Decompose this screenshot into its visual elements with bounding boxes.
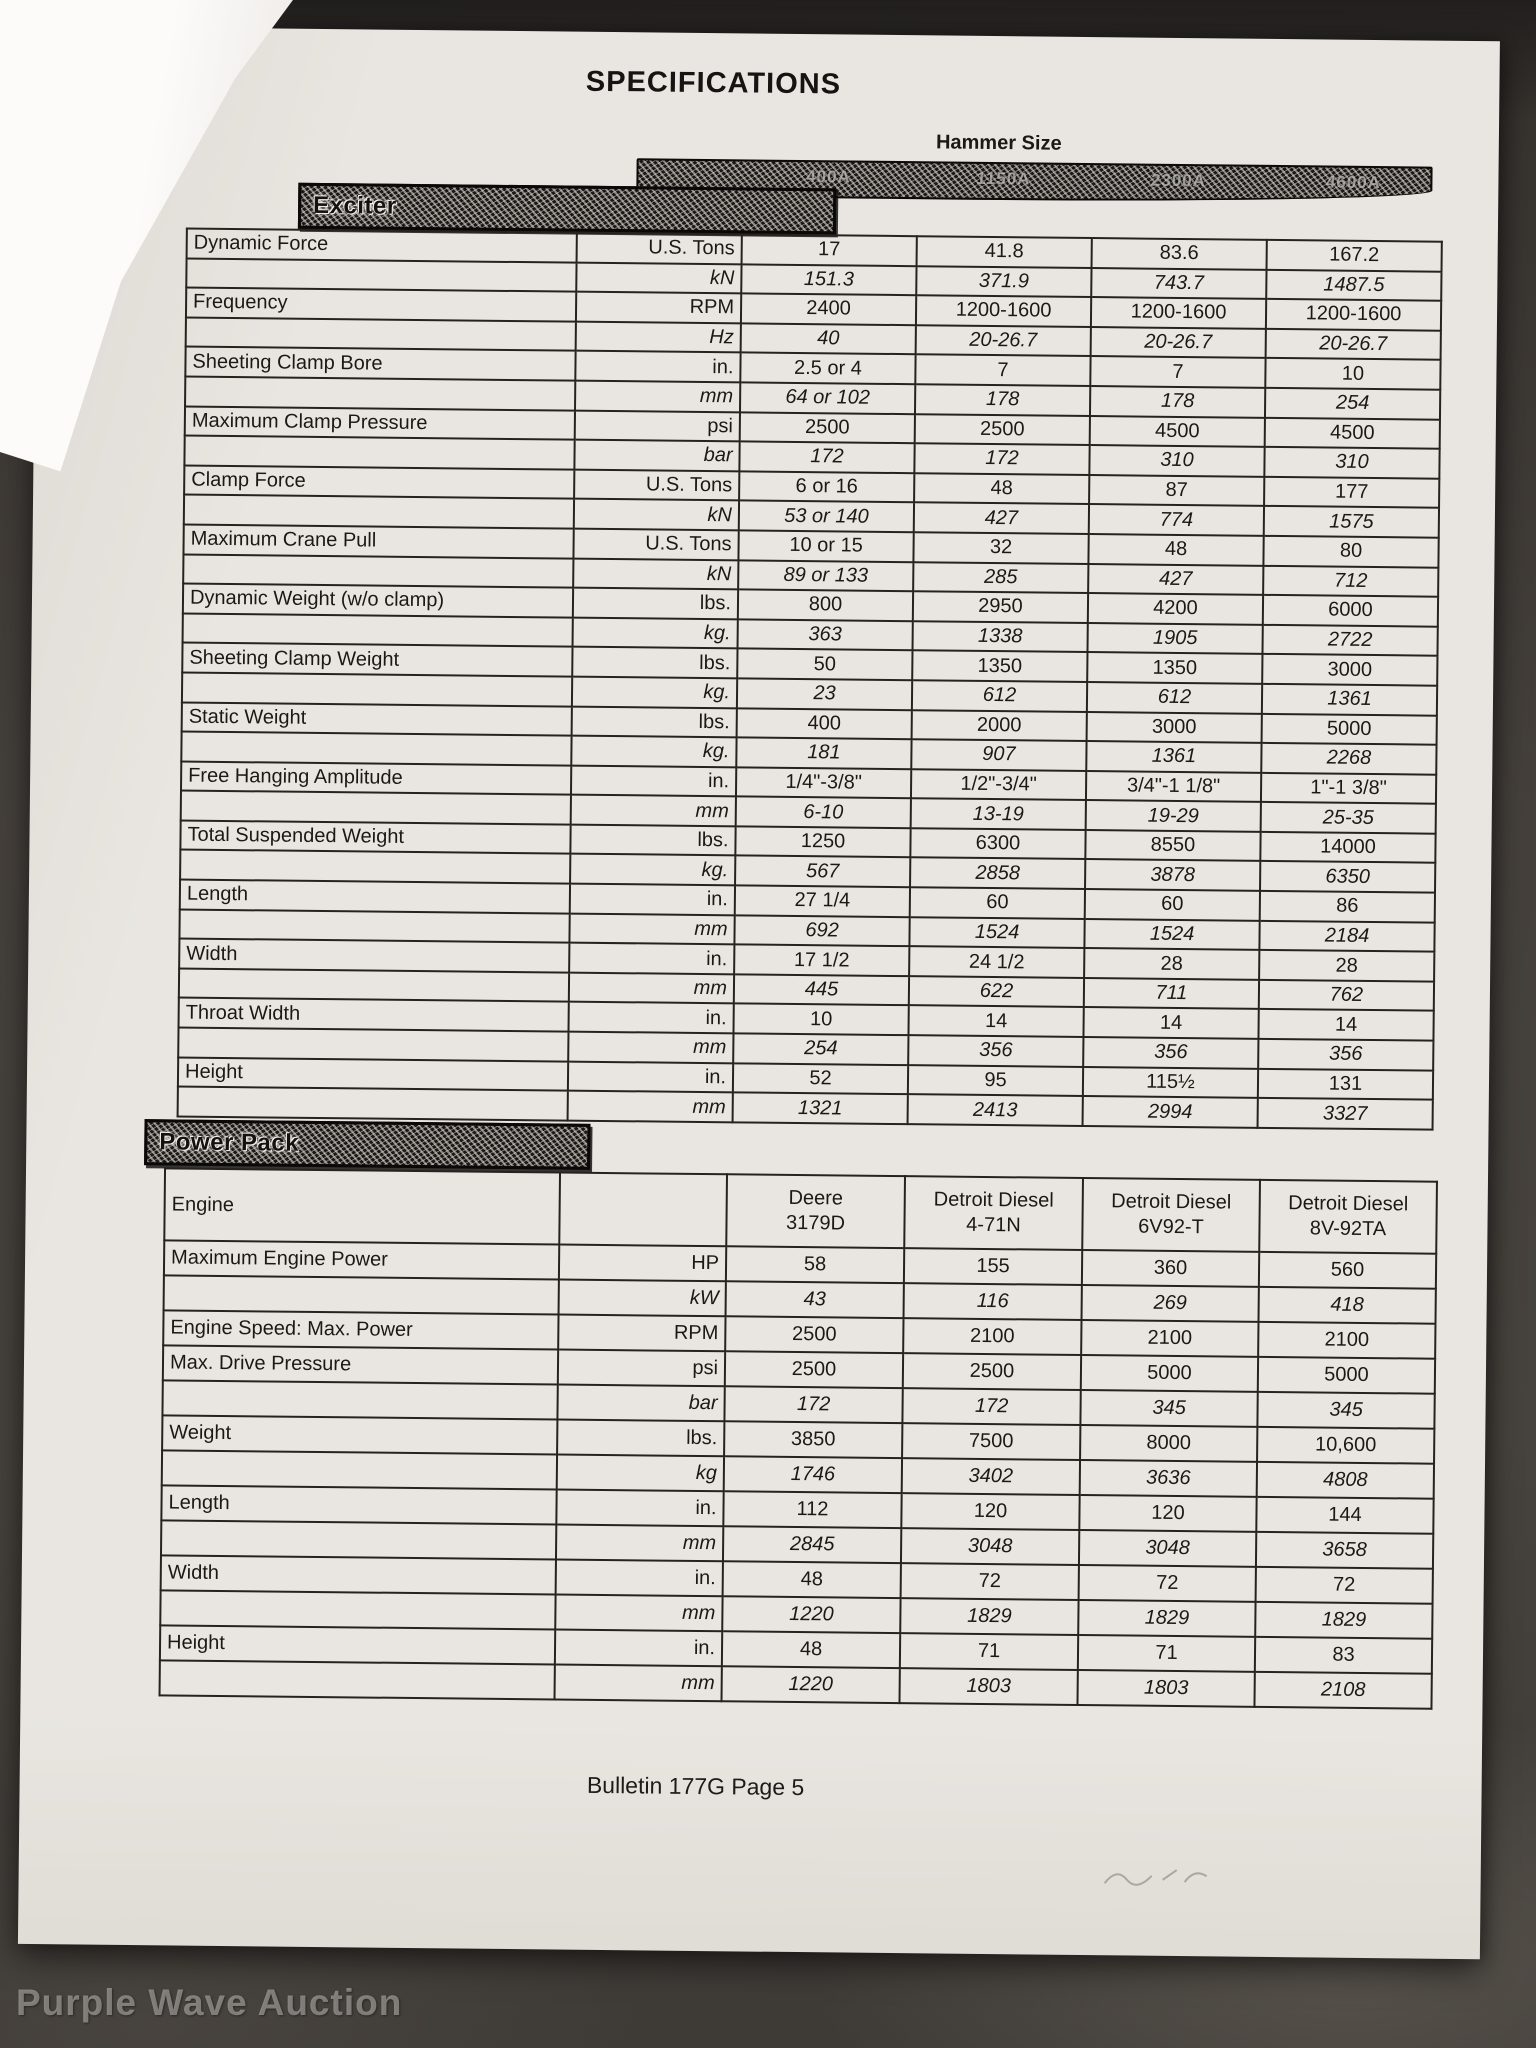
row-label: Dynamic Force <box>187 229 577 263</box>
spec-value-cell: 120 <box>901 1493 1079 1530</box>
spec-value-cell: 80 <box>1263 536 1438 567</box>
row-unit: mm <box>555 1665 722 1702</box>
power-pack-row <box>164 1168 1437 1253</box>
spec-value-cell: 3658 <box>1256 1532 1433 1569</box>
exciter-spec-table <box>177 228 1443 1131</box>
row-label: Frequency <box>186 288 576 322</box>
page-footer: Bulletin 177G Page 5 <box>586 1771 805 1801</box>
spec-value-cell: 3048 <box>901 1528 1079 1565</box>
spec-value-cell: 48 <box>914 473 1089 504</box>
spec-value-cell: 363 <box>738 619 913 650</box>
row-label: Weight <box>162 1415 557 1454</box>
spec-value-cell: 2858 <box>910 858 1085 889</box>
spec-value-cell: 7500 <box>902 1423 1080 1460</box>
spec-value-cell: 7 <box>1090 356 1265 387</box>
spec-value-cell: 3878 <box>1085 859 1260 890</box>
spec-value-cell: 3402 <box>902 1458 1080 1495</box>
row-unit: psi <box>558 1350 725 1387</box>
engine-name-line: 6V92-T <box>1138 1215 1204 1239</box>
row-label <box>160 1590 555 1629</box>
spec-value-cell: 2994 <box>1083 1096 1258 1127</box>
hammer-size-label: 1150A <box>975 168 1032 189</box>
spec-value-cell <box>1082 1178 1260 1252</box>
row-unit: Hz <box>576 321 741 352</box>
spec-value-cell: 17 1/2 <box>734 945 909 976</box>
spec-value-cell: 1200-1600 <box>1091 297 1266 328</box>
spec-value-cell: 567 <box>735 856 910 887</box>
row-unit: in. <box>556 1560 723 1597</box>
spec-value-cell: 1524 <box>909 917 1084 948</box>
row-unit: mm <box>569 972 734 1003</box>
row-label: Clamp Force <box>184 465 574 499</box>
spec-value-cell: 8550 <box>1085 830 1260 861</box>
row-unit: RPM <box>558 1315 725 1352</box>
row-label <box>179 968 569 1002</box>
spec-value-cell: 2500 <box>725 1316 903 1353</box>
spec-value-cell: 72 <box>1256 1567 1433 1604</box>
row-label: Length <box>180 880 570 914</box>
spec-value-cell: 2845 <box>723 1526 901 1563</box>
spec-value-cell: 14 <box>1083 1007 1258 1038</box>
row-unit: kW <box>559 1280 726 1317</box>
spec-value-cell: 13-19 <box>911 798 1086 829</box>
row-label: Width <box>179 939 569 973</box>
spec-value-cell: 40 <box>741 323 916 354</box>
hammer-size-label: 2300A <box>1150 170 1207 191</box>
spec-value-cell: 60 <box>1085 889 1260 920</box>
row-unit: kg. <box>571 736 736 767</box>
spec-value-cell: 53 or 140 <box>739 501 914 532</box>
spec-value-cell: 1"-1 3/8" <box>1261 773 1436 804</box>
spec-sheet-page <box>18 26 1500 1959</box>
spec-value-cell: 6 or 16 <box>739 471 914 502</box>
row-unit: in. <box>568 1061 733 1092</box>
spec-value-cell: 43 <box>726 1281 904 1318</box>
spec-value-cell: 10,600 <box>1257 1427 1434 1464</box>
row-label <box>184 436 574 470</box>
row-unit: kN <box>573 558 738 589</box>
spec-value-cell: 2500 <box>903 1353 1081 1390</box>
row-label <box>183 554 573 588</box>
spec-value-cell: 360 <box>1082 1250 1259 1287</box>
row-unit: mm <box>555 1595 722 1632</box>
spec-value-cell: 28 <box>1084 948 1259 979</box>
spec-value-cell: 1803 <box>899 1668 1077 1705</box>
row-label <box>182 672 572 706</box>
row-label: Free Hanging Amplitude <box>181 761 571 795</box>
spec-value-cell: 1200-1600 <box>916 295 1091 326</box>
spec-value-cell: 711 <box>1084 978 1259 1009</box>
row-label <box>178 1087 568 1121</box>
spec-value-cell: 907 <box>911 739 1086 770</box>
spec-value-cell: 612 <box>1087 682 1262 713</box>
row-unit: mm <box>568 1032 733 1063</box>
spec-value-cell: 181 <box>736 737 911 768</box>
spec-value-cell: 3636 <box>1080 1460 1257 1497</box>
spec-value-cell: 25-35 <box>1261 802 1436 833</box>
spec-value-cell: 1905 <box>1087 623 1262 654</box>
spec-value-cell: 83.6 <box>1092 238 1267 269</box>
spec-value-cell: 2413 <box>908 1094 1083 1125</box>
spec-value-cell: 60 <box>910 887 1085 918</box>
spec-value-cell: 2500 <box>915 414 1090 445</box>
row-label: Sheeting Clamp Bore <box>185 347 575 381</box>
spec-value-cell: 622 <box>909 976 1084 1007</box>
spec-value-cell: 445 <box>734 974 909 1005</box>
spec-value-cell: 762 <box>1259 980 1434 1011</box>
spec-value-cell: 3/4"-1 1/8" <box>1086 771 1261 802</box>
spec-value-cell: 356 <box>1258 1039 1433 1070</box>
engine-name-line: Detroit Diesel <box>1288 1192 1409 1216</box>
spec-value-cell: 2500 <box>725 1351 903 1388</box>
spec-value-cell: 1200-1600 <box>1266 299 1441 330</box>
spec-value-cell: 356 <box>908 1035 1083 1066</box>
spec-value-cell: 167.2 <box>1267 240 1442 271</box>
spec-value-cell: 1250 <box>735 826 910 857</box>
spec-value-cell: 6-10 <box>736 797 911 828</box>
spec-value-cell: 2500 <box>740 412 915 443</box>
spec-value-cell <box>904 1176 1083 1250</box>
hammer-size-label: 400A <box>805 167 852 187</box>
spec-value-cell: 116 <box>904 1283 1082 1320</box>
row-unit: lbs. <box>572 706 737 737</box>
watermark: Purple Wave Auction <box>16 1982 403 2023</box>
spec-value-cell: 20-26.7 <box>916 325 1091 356</box>
spec-value-cell: 345 <box>1080 1390 1257 1427</box>
spec-value-cell: 2722 <box>1262 625 1437 656</box>
row-label <box>186 258 576 292</box>
spec-value-cell: 32 <box>913 532 1088 563</box>
spec-value-cell: 2.5 or 4 <box>740 353 915 384</box>
spec-value-cell: 120 <box>1079 1495 1256 1532</box>
row-unit: mm <box>568 1091 733 1122</box>
spec-value-cell: 24 1/2 <box>909 946 1084 977</box>
spec-value-cell: 48 <box>1088 534 1263 565</box>
section-header-exciter <box>298 183 836 235</box>
spec-value-cell: 172 <box>914 443 1089 474</box>
spec-value-cell: 1575 <box>1264 506 1439 537</box>
spec-value-cell: 8000 <box>1080 1425 1257 1462</box>
row-unit: bar <box>557 1385 724 1422</box>
row-label: Total Suspended Weight <box>180 820 570 854</box>
row-unit: mm <box>556 1525 723 1562</box>
engine-name-line: Detroit Diesel <box>1111 1190 1232 1214</box>
spec-value-cell: 172 <box>902 1388 1080 1425</box>
spec-value-cell: 172 <box>724 1386 902 1423</box>
row-unit: in. <box>569 943 734 974</box>
spec-value-cell: 1746 <box>724 1456 902 1493</box>
spec-value-cell: 14 <box>908 1006 1083 1037</box>
row-label <box>185 377 575 411</box>
spec-value-cell: 310 <box>1264 447 1439 478</box>
row-unit: mm <box>575 381 740 412</box>
row-label: Throat Width <box>179 998 569 1032</box>
spec-value-cell: 310 <box>1089 445 1264 476</box>
spec-value-cell: 427 <box>1088 564 1263 595</box>
spec-value-cell: 4808 <box>1257 1462 1434 1499</box>
spec-value-cell: 172 <box>739 442 914 473</box>
spec-value-cell: 115½ <box>1083 1067 1258 1098</box>
spec-value-cell: 1829 <box>900 1598 1078 1635</box>
page-title: SPECIFICATIONS <box>585 65 842 101</box>
spec-value-cell: 612 <box>912 680 1087 711</box>
row-label <box>178 1028 568 1062</box>
row-unit: kg. <box>573 617 738 648</box>
row-unit: kN <box>576 262 741 293</box>
spec-value-cell: 58 <box>726 1246 904 1283</box>
row-label <box>183 613 573 647</box>
spec-value-cell: 178 <box>1090 386 1265 417</box>
spec-value-cell: 6000 <box>1263 595 1438 626</box>
spec-value-cell: 112 <box>723 1491 901 1528</box>
spec-value-cell: 177 <box>1264 477 1439 508</box>
hammer-size-label: 4600A <box>1325 172 1382 193</box>
spec-value-cell: 1/4"-3/8" <box>736 767 911 798</box>
spec-value-cell: 28 <box>1259 950 1434 981</box>
row-label: Maximum Engine Power <box>164 1240 559 1279</box>
spec-value-cell: 48 <box>722 1631 900 1668</box>
spec-value-cell: 2108 <box>1254 1672 1431 1709</box>
spec-value-cell: 1829 <box>1078 1600 1255 1637</box>
spec-value-cell: 20-26.7 <box>1091 327 1266 358</box>
row-unit: in. <box>568 1002 733 1033</box>
spec-value-cell: 95 <box>908 1065 1083 1096</box>
section-header-power-pack <box>144 1119 590 1170</box>
row-label: Height <box>178 1057 568 1091</box>
spec-value-cell: 5000 <box>1258 1357 1435 1394</box>
spec-value-cell: 10 <box>733 1004 908 1035</box>
row-unit: mm <box>571 795 736 826</box>
row-label: Height <box>160 1625 555 1664</box>
spec-value-cell: 4200 <box>1088 593 1263 624</box>
spec-value-cell: 19-29 <box>1086 800 1261 831</box>
spec-value-cell: 254 <box>1265 388 1440 419</box>
spec-value-cell: 178 <box>915 384 1090 415</box>
spec-value-cell: 7 <box>915 355 1090 386</box>
spec-value-cell: 86 <box>1260 891 1435 922</box>
row-unit <box>559 1173 727 1247</box>
row-unit: lbs. <box>573 588 738 619</box>
row-unit: mm <box>569 913 734 944</box>
spec-value-cell: 560 <box>1259 1252 1436 1289</box>
spec-value-cell <box>726 1174 905 1248</box>
spec-value-cell: 254 <box>733 1033 908 1064</box>
spec-value-cell: 6350 <box>1260 861 1435 892</box>
spec-value-cell: 20-26.7 <box>1266 329 1441 360</box>
row-label <box>160 1660 555 1699</box>
spec-value-cell: 3850 <box>724 1421 902 1458</box>
spec-value-cell: 72 <box>1079 1565 1256 1602</box>
row-unit: in. <box>570 884 735 915</box>
row-label: Width <box>161 1555 556 1594</box>
power-pack-spec-table <box>159 1167 1438 1709</box>
spec-value-cell: 89 or 133 <box>738 560 913 591</box>
spec-value-cell: 774 <box>1089 504 1264 535</box>
spec-value-cell: 1829 <box>1255 1602 1432 1639</box>
spec-value-cell: 3327 <box>1258 1098 1433 1129</box>
row-unit: U.S. Tons <box>574 469 739 500</box>
spec-value-cell: 10 or 15 <box>738 530 913 561</box>
row-unit: HP <box>559 1245 726 1282</box>
spec-value-cell: 17 <box>742 234 917 265</box>
engine-name-line: Detroit Diesel <box>933 1188 1054 1212</box>
hammer-size-heading: Hammer Size <box>935 131 1062 155</box>
spec-value-cell: 371.9 <box>916 266 1091 297</box>
section-label-exciter: Exciter <box>312 191 397 220</box>
row-unit: kg. <box>570 854 735 885</box>
spec-value-cell: 285 <box>913 562 1088 593</box>
spec-value-cell: 800 <box>738 589 913 620</box>
spec-value-cell: 2950 <box>913 591 1088 622</box>
spec-value-cell: 144 <box>1256 1497 1433 1534</box>
row-label: Static Weight <box>182 702 572 736</box>
spec-value-cell: 27 1/4 <box>735 885 910 916</box>
spec-value-cell: 1361 <box>1262 684 1437 715</box>
row-label: Engine Speed: Max. Power <box>163 1310 558 1349</box>
row-label <box>179 909 569 943</box>
spec-value-cell: 269 <box>1082 1285 1259 1322</box>
spec-value-cell: 2000 <box>912 710 1087 741</box>
row-label: Dynamic Weight (w/o clamp) <box>183 584 573 618</box>
row-label <box>162 1380 557 1419</box>
row-label <box>186 317 576 351</box>
engine-name-line: Deere <box>788 1186 844 1210</box>
engine-name-line: 4-71N <box>966 1213 1021 1237</box>
spec-value-cell: 1487.5 <box>1266 269 1441 300</box>
row-label <box>181 791 571 825</box>
spec-value-cell: 1/2"-3/4" <box>911 769 1086 800</box>
row-unit: in. <box>571 765 736 796</box>
spec-value-cell: 712 <box>1263 565 1438 596</box>
row-unit: bar <box>574 440 739 471</box>
row-unit: in. <box>575 351 740 382</box>
spec-value-cell: 14 <box>1258 1009 1433 1040</box>
row-label: Sheeting Clamp Weight <box>182 643 572 677</box>
spec-value-cell: 23 <box>737 678 912 709</box>
spec-value-cell: 1338 <box>913 621 1088 652</box>
section-label-power-pack: Power Pack <box>159 1128 300 1157</box>
spec-value-cell: 151.3 <box>741 264 916 295</box>
spec-value-cell: 71 <box>900 1633 1078 1670</box>
spec-value-cell: 83 <box>1255 1637 1432 1674</box>
spec-value-cell: 418 <box>1258 1287 1435 1324</box>
spec-value-cell: 1220 <box>722 1596 900 1633</box>
spec-value-cell: 2400 <box>741 294 916 325</box>
row-label: Max. Drive Pressure <box>163 1345 558 1384</box>
spec-value-cell: 50 <box>737 649 912 680</box>
row-label <box>162 1450 557 1489</box>
row-unit: in. <box>556 1490 723 1527</box>
row-label: Engine <box>164 1168 560 1244</box>
row-unit: in. <box>555 1630 722 1667</box>
spec-value-cell: 400 <box>737 708 912 739</box>
row-label: Maximum Clamp Pressure <box>185 406 575 440</box>
row-unit: U.S. Tons <box>577 233 742 264</box>
spec-value-cell: 10 <box>1265 358 1440 389</box>
row-label <box>164 1275 559 1314</box>
spec-value-cell: 3000 <box>1262 654 1437 685</box>
spec-value-cell: 64 or 102 <box>740 382 915 413</box>
spec-value-cell: 345 <box>1257 1392 1434 1429</box>
spec-value-cell: 4500 <box>1090 416 1265 447</box>
handwritten-marks <box>1096 1849 1217 1900</box>
spec-value-cell: 692 <box>734 915 909 946</box>
spec-value-cell: 41.8 <box>917 236 1092 267</box>
row-unit: psi <box>575 410 740 441</box>
spec-value-cell: 5000 <box>1081 1355 1258 1392</box>
spec-value-cell: 6300 <box>910 828 1085 859</box>
spec-value-cell: 1524 <box>1084 919 1259 950</box>
spec-value-cell: 155 <box>904 1248 1082 1285</box>
spec-value-cell: 427 <box>914 503 1089 534</box>
spec-value-cell: 131 <box>1258 1068 1433 1099</box>
spec-value-cell: 1350 <box>912 651 1087 682</box>
row-unit: RPM <box>576 292 741 323</box>
row-unit: kN <box>574 499 739 530</box>
spec-value-cell: 52 <box>733 1063 908 1094</box>
spec-value-cell: 4500 <box>1265 417 1440 448</box>
spec-value-cell: 72 <box>901 1563 1079 1600</box>
spec-value-cell: 1803 <box>1077 1670 1254 1707</box>
row-label <box>184 495 574 529</box>
spec-value-cell: 14000 <box>1260 832 1435 863</box>
spec-value-cell: 1361 <box>1086 741 1261 772</box>
spec-value-cell: 2184 <box>1259 920 1434 951</box>
row-label <box>161 1520 556 1559</box>
row-unit: kg. <box>572 677 737 708</box>
spec-value-cell: 1220 <box>721 1666 899 1703</box>
engine-name-line: 8V-92TA <box>1309 1217 1387 1241</box>
spec-value-cell <box>1259 1180 1437 1254</box>
spec-value-cell: 356 <box>1083 1037 1258 1068</box>
row-label <box>181 732 571 766</box>
spec-value-cell: 2100 <box>903 1318 1081 1355</box>
row-unit: lbs. <box>572 647 737 678</box>
row-label: Length <box>161 1485 556 1524</box>
row-unit: lbs. <box>557 1420 724 1457</box>
row-label: Maximum Crane Pull <box>183 524 573 558</box>
spec-value-cell: 2100 <box>1081 1320 1258 1357</box>
spec-value-cell: 5000 <box>1262 713 1437 744</box>
row-unit: lbs. <box>570 824 735 855</box>
spec-value-cell: 3000 <box>1087 712 1262 743</box>
spec-value-cell: 48 <box>723 1561 901 1598</box>
spec-value-cell: 3048 <box>1079 1530 1256 1567</box>
row-unit: U.S. Tons <box>573 529 738 560</box>
spec-value-cell: 1321 <box>733 1093 908 1124</box>
spec-value-cell: 71 <box>1078 1635 1255 1672</box>
engine-name-line: 3179D <box>785 1211 846 1235</box>
spec-value-cell: 2268 <box>1261 743 1436 774</box>
spec-value-cell: 87 <box>1089 475 1264 506</box>
spec-value-cell: 1350 <box>1087 652 1262 683</box>
spec-value-cell: 743.7 <box>1091 268 1266 299</box>
spec-value-cell: 2100 <box>1258 1322 1435 1359</box>
row-unit: kg <box>557 1455 724 1492</box>
row-label <box>180 850 570 884</box>
